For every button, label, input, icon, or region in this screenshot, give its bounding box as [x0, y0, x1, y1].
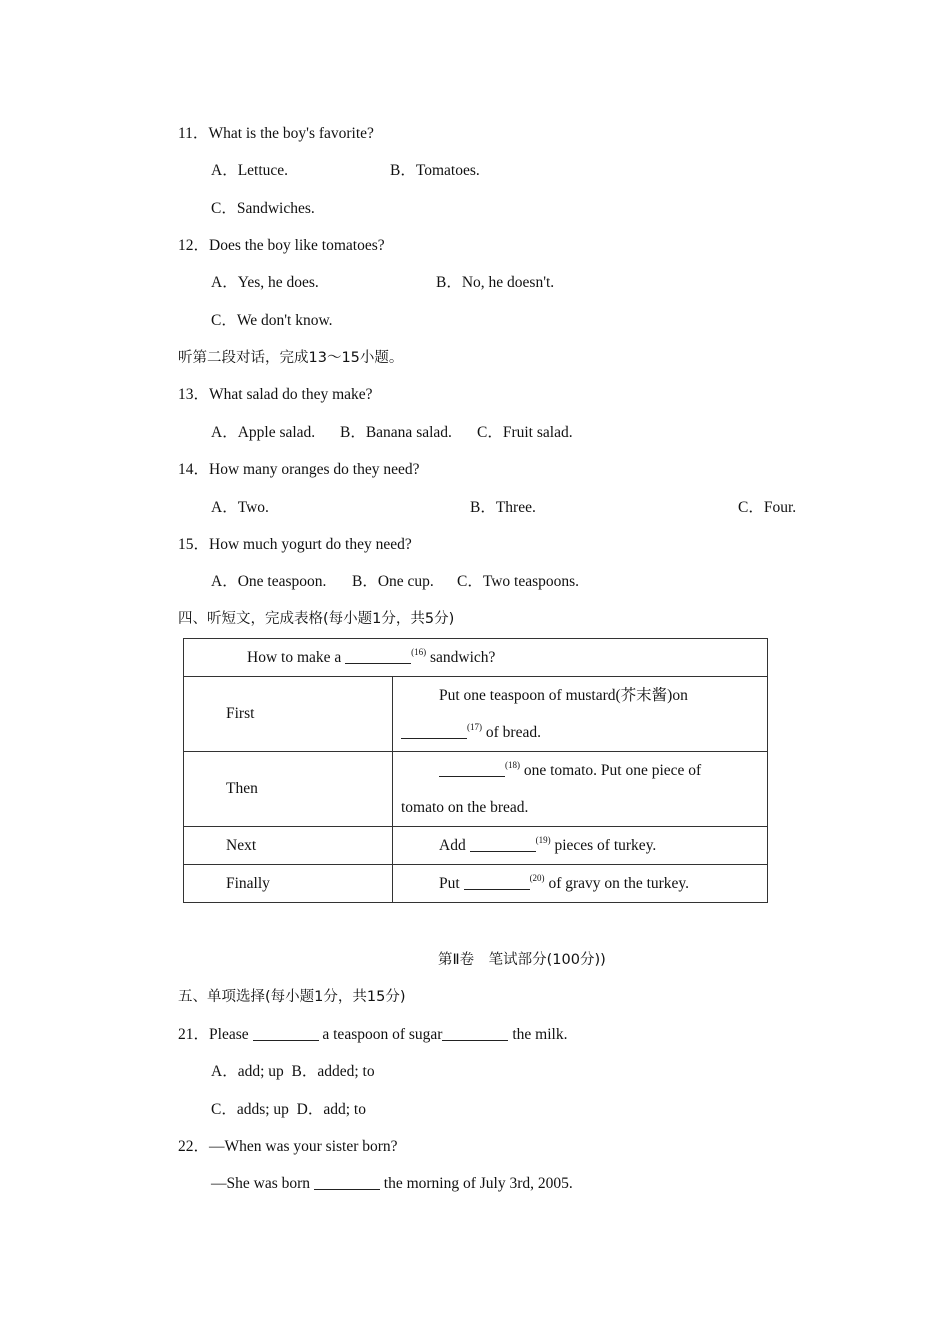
question-12 — [178, 236, 385, 256]
answer-blank — [314, 1175, 380, 1190]
section-instruction: 听第二段对话，完成13～15小题。 — [178, 350, 404, 366]
question-text: How much yogurt do they need? — [209, 536, 412, 553]
table-row — [184, 827, 768, 865]
question-text: —When was your sister born? — [209, 1138, 398, 1155]
step-label: Then — [184, 752, 393, 827]
option-c: C．Sandwiches. — [211, 200, 315, 217]
option-c: C．Fruit salad. — [477, 424, 573, 441]
question-15 — [178, 535, 412, 555]
step-content: $^{(18)}$ one tomato. Put one piece of tomato on the bread. — [393, 752, 768, 827]
answer-blank — [464, 875, 530, 890]
question-number: 13． — [178, 386, 210, 403]
table-header-row — [184, 639, 768, 677]
option-b: B．No, he doesn't. — [436, 274, 555, 291]
table-row — [184, 865, 768, 903]
question-13 — [178, 385, 373, 405]
question-number: 15． — [178, 536, 210, 553]
option-a: A．One teaspoon. — [211, 573, 327, 590]
part-heading: 第Ⅱ卷 笔试部分(100分)) — [438, 952, 606, 968]
step-label: First — [184, 677, 393, 752]
option-b: B．One cup. — [352, 573, 434, 590]
option-b: B．Three. — [470, 499, 536, 516]
option-a: A．Yes, he does. — [211, 274, 319, 291]
question-text: What is the boy's favorite? — [208, 125, 374, 142]
step-label: Next — [184, 827, 393, 865]
question-text: How many oranges do they need? — [209, 461, 420, 478]
table-row — [184, 677, 768, 752]
question-number: 22． — [178, 1138, 210, 1155]
question-11 — [178, 124, 374, 144]
option-b: B．Tomatoes. — [390, 162, 480, 179]
answer-blank — [345, 649, 411, 664]
sandwich-table — [183, 638, 768, 903]
option-a: A．Apple salad. — [211, 424, 316, 441]
question-number: 14． — [178, 461, 210, 478]
table-header-cell: How to make a $^{(16)}$ sandwich? — [184, 639, 768, 677]
question-text: What salad do they make? — [209, 386, 373, 403]
section-title: 五、单项选择(每小题1分，共15分) — [178, 989, 406, 1005]
answer-blank — [401, 724, 467, 739]
option-b: B．Banana salad. — [340, 424, 452, 441]
options-ab: A．add; up B．added; to — [211, 1063, 375, 1080]
answer-blank — [439, 762, 505, 777]
option-a: A．Two. — [211, 499, 269, 516]
answer-blank — [253, 1026, 319, 1041]
step-content: Put one teaspoon of mustard(芥末酱)on $^{(17)}$ of bread. — [393, 677, 768, 752]
option-a: A．Lettuce. — [211, 162, 289, 179]
answer-blank — [470, 837, 536, 852]
table-row — [184, 752, 768, 827]
question-text: Does the boy like tomatoes? — [209, 237, 385, 254]
step-content: Add $^{(19)}$ pieces of turkey. — [393, 827, 768, 865]
answer-blank — [442, 1026, 508, 1041]
step-label: Finally — [184, 865, 393, 903]
step-content: Put $^{(20)}$ of gravy on the turkey. — [393, 865, 768, 903]
question-number: 12． — [178, 237, 210, 254]
question-21: 21．Please a teaspoon of sugar the milk. — [178, 1026, 568, 1043]
option-c: C．Two teaspoons. — [457, 573, 580, 590]
answer-line: —She was born the morning of July 3rd, 2005. — [211, 1175, 573, 1192]
question-22 — [178, 1137, 398, 1157]
option-c: C．Four. — [738, 499, 797, 516]
option-c: C．We don't know. — [211, 312, 333, 329]
options-cd: C．adds; up D．add; to — [211, 1101, 366, 1118]
question-number: 11． — [178, 125, 209, 142]
question-number: 21． — [178, 1026, 210, 1043]
section-title: 四、听短文，完成表格(每小题1分，共5分) — [178, 611, 455, 627]
question-14 — [178, 460, 420, 480]
